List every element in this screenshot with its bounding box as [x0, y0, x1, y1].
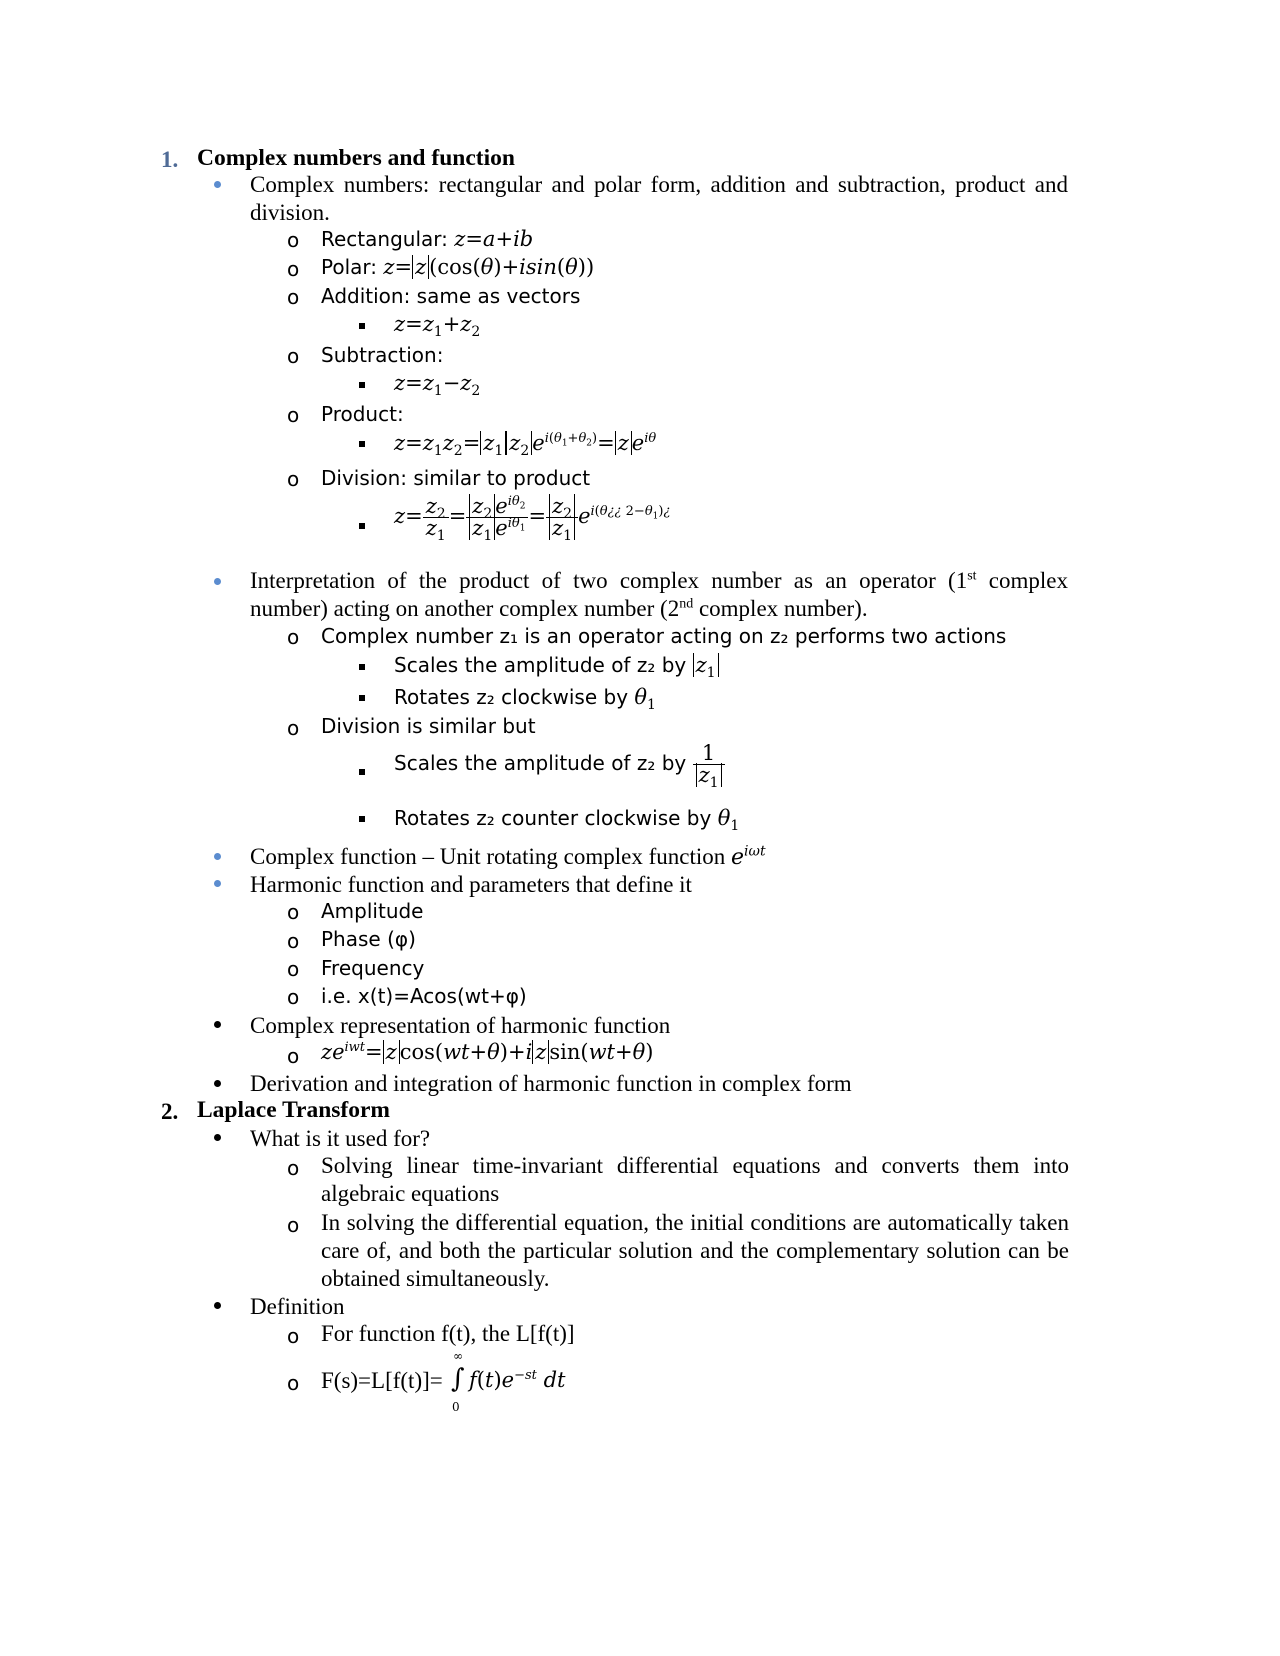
section-title: Laplace Transform	[197, 1097, 390, 1123]
rotates-line-2: Rotates z₂ counter clockwise by $\theta_1$	[394, 806, 740, 835]
bullet-dot	[214, 1134, 221, 1141]
label: Polar:	[321, 255, 378, 279]
bullet-dot	[214, 1080, 221, 1087]
list-item-product: Product:	[321, 402, 404, 426]
interpretation-paragraph	[250, 567, 1068, 623]
circle-bullet: o	[287, 929, 300, 953]
circle-bullet: o	[287, 900, 300, 924]
text: complex number) acting on another complex number (2	[250, 568, 1068, 621]
circle-bullet: o	[287, 403, 300, 427]
list-item-division: Division: similar to product	[321, 466, 591, 490]
formula-division: z= $\frac{z_2}{z_1}$ = $\frac{z_2 e^{i\theta_2}}{z_1 e^{i\theta_1}}$ = $\frac{z_2}{z_1}$ $e^{i(\theta¿¿ 2-\theta_1)¿}$	[394, 494, 671, 545]
circle-bullet: o	[287, 285, 300, 309]
integral-lower-limit: 0	[452, 1400, 460, 1414]
text: F(s)=L[f(t)]=	[321, 1368, 443, 1393]
bullet-dot	[214, 578, 221, 585]
used-for-item-1: Solving linear time-invariant differential equations and converts them into algebraic equations	[321, 1153, 1069, 1206]
bullet-dot	[214, 880, 221, 887]
derivation-line: Derivation and integration of harmonic function in complex form	[250, 1071, 852, 1096]
ordinal: nd	[679, 596, 694, 612]
integral-body: $f(t)e^{-st}$ dt	[469, 1368, 566, 1392]
circle-bullet: o	[287, 625, 300, 649]
complex-function-line: Complex function – Unit rotating complex function $e^{i\omega t}$	[250, 843, 766, 870]
text: Interpretation of the product of two complex number as an operator (1	[250, 568, 968, 593]
circle-bullet: o	[287, 957, 300, 981]
label: Rectangular:	[321, 227, 448, 251]
circle-bullet: o	[287, 985, 300, 1009]
label: Scales the amplitude of z₂ by	[394, 751, 687, 775]
rotates-line: Rotates z₂ clockwise by $\theta_1$	[394, 685, 656, 714]
bullet-dot	[214, 181, 221, 188]
bullet-dot	[214, 1302, 221, 1309]
formula-subtraction: $z=z_1-z_2$	[394, 371, 481, 400]
label: Rotates z₂ clockwise by	[394, 685, 629, 709]
square-bullet	[359, 523, 365, 529]
integral-sign: ∫	[451, 1364, 465, 1394]
scales-line-2: Scales the amplitude of z₂ by $\frac{1}{z_1}$	[394, 743, 725, 786]
square-bullet	[359, 323, 365, 329]
harmonic-param: Amplitude	[321, 899, 424, 923]
definition-label: Definition	[250, 1294, 345, 1319]
circle-bullet: o	[287, 1156, 300, 1180]
harmonic-title: Harmonic function and parameters that define it	[250, 872, 692, 897]
circle-bullet: o	[287, 344, 300, 368]
ordinal: st	[967, 568, 977, 584]
square-bullet	[359, 382, 365, 388]
harmonic-param: Phase (φ)	[321, 927, 416, 951]
square-bullet	[359, 441, 365, 447]
label: Scales the amplitude of z₂ by	[394, 653, 687, 677]
used-for-item-2: In solving the differential equation, the initial conditions are automatically taken care of, and both the particular solution and the complementary solution can be obtained simultaneously.	[321, 1210, 1069, 1291]
complex-rep-line: Complex representation of harmonic function	[250, 1013, 671, 1038]
list-item-polar: Polar: z= z (cos(θ)+isin(θ))	[321, 255, 595, 279]
integral-upper-limit: ∞	[453, 1349, 463, 1363]
formula-complex-rep: $ze^{iwt}= z$ cos(wt+θ)+i z sin(wt+θ)	[321, 1040, 654, 1064]
circle-bullet: o	[287, 1044, 300, 1068]
harmonic-param: Frequency	[321, 956, 425, 980]
used-for-question: What is it used for?	[250, 1126, 431, 1151]
formula-product: $z=z_1z_2= z_1$ $z_2$ $e^{i(\theta_1+\theta_2)}= z$ $e^{i\theta}$	[394, 431, 657, 460]
definition-item-2	[321, 1369, 443, 1392]
list-item-subtraction: Subtraction:	[321, 343, 444, 367]
text: Complex function – Unit rotating complex function	[250, 844, 726, 869]
list-item-addition: Addition: same as vectors	[321, 284, 581, 308]
circle-bullet: o	[287, 716, 300, 740]
text: complex number).	[693, 596, 868, 621]
intro-paragraph: Complex numbers: rectangular and polar form, addition and subtraction, product and division.	[250, 172, 1068, 225]
definition-item-1: For function f(t), the L[f(t)]	[321, 1321, 575, 1346]
label: Rotates z₂ counter clockwise by	[394, 806, 712, 830]
square-bullet	[359, 664, 365, 670]
circle-bullet: o	[287, 1324, 300, 1348]
bullet-dot	[214, 1021, 221, 1028]
square-bullet	[359, 816, 365, 822]
division-note: Division is similar but	[321, 714, 536, 738]
harmonic-param: i.e. x(t)=Acos(wt+φ)	[321, 984, 527, 1008]
circle-bullet: o	[287, 467, 300, 491]
square-bullet	[359, 769, 365, 775]
square-bullet	[359, 695, 365, 701]
section-number: 2.	[161, 1099, 179, 1124]
circle-bullet: o	[287, 228, 300, 252]
scales-line: Scales the amplitude of z₂ by $z_1$	[394, 655, 719, 676]
list-item-rectangular: Rectangular: z=a+ib	[321, 227, 534, 251]
bullet-dot	[214, 853, 221, 860]
circle-bullet: o	[287, 1371, 300, 1395]
section-number: 1.	[161, 147, 179, 172]
operator-line: Complex number z₁ is an operator acting on z₂ performs two actions	[321, 624, 1007, 648]
section-title: Complex numbers and function	[197, 145, 515, 171]
circle-bullet: o	[287, 1213, 300, 1237]
circle-bullet: o	[287, 257, 300, 281]
formula-addition: $z=z_1+z_2$	[394, 312, 481, 341]
